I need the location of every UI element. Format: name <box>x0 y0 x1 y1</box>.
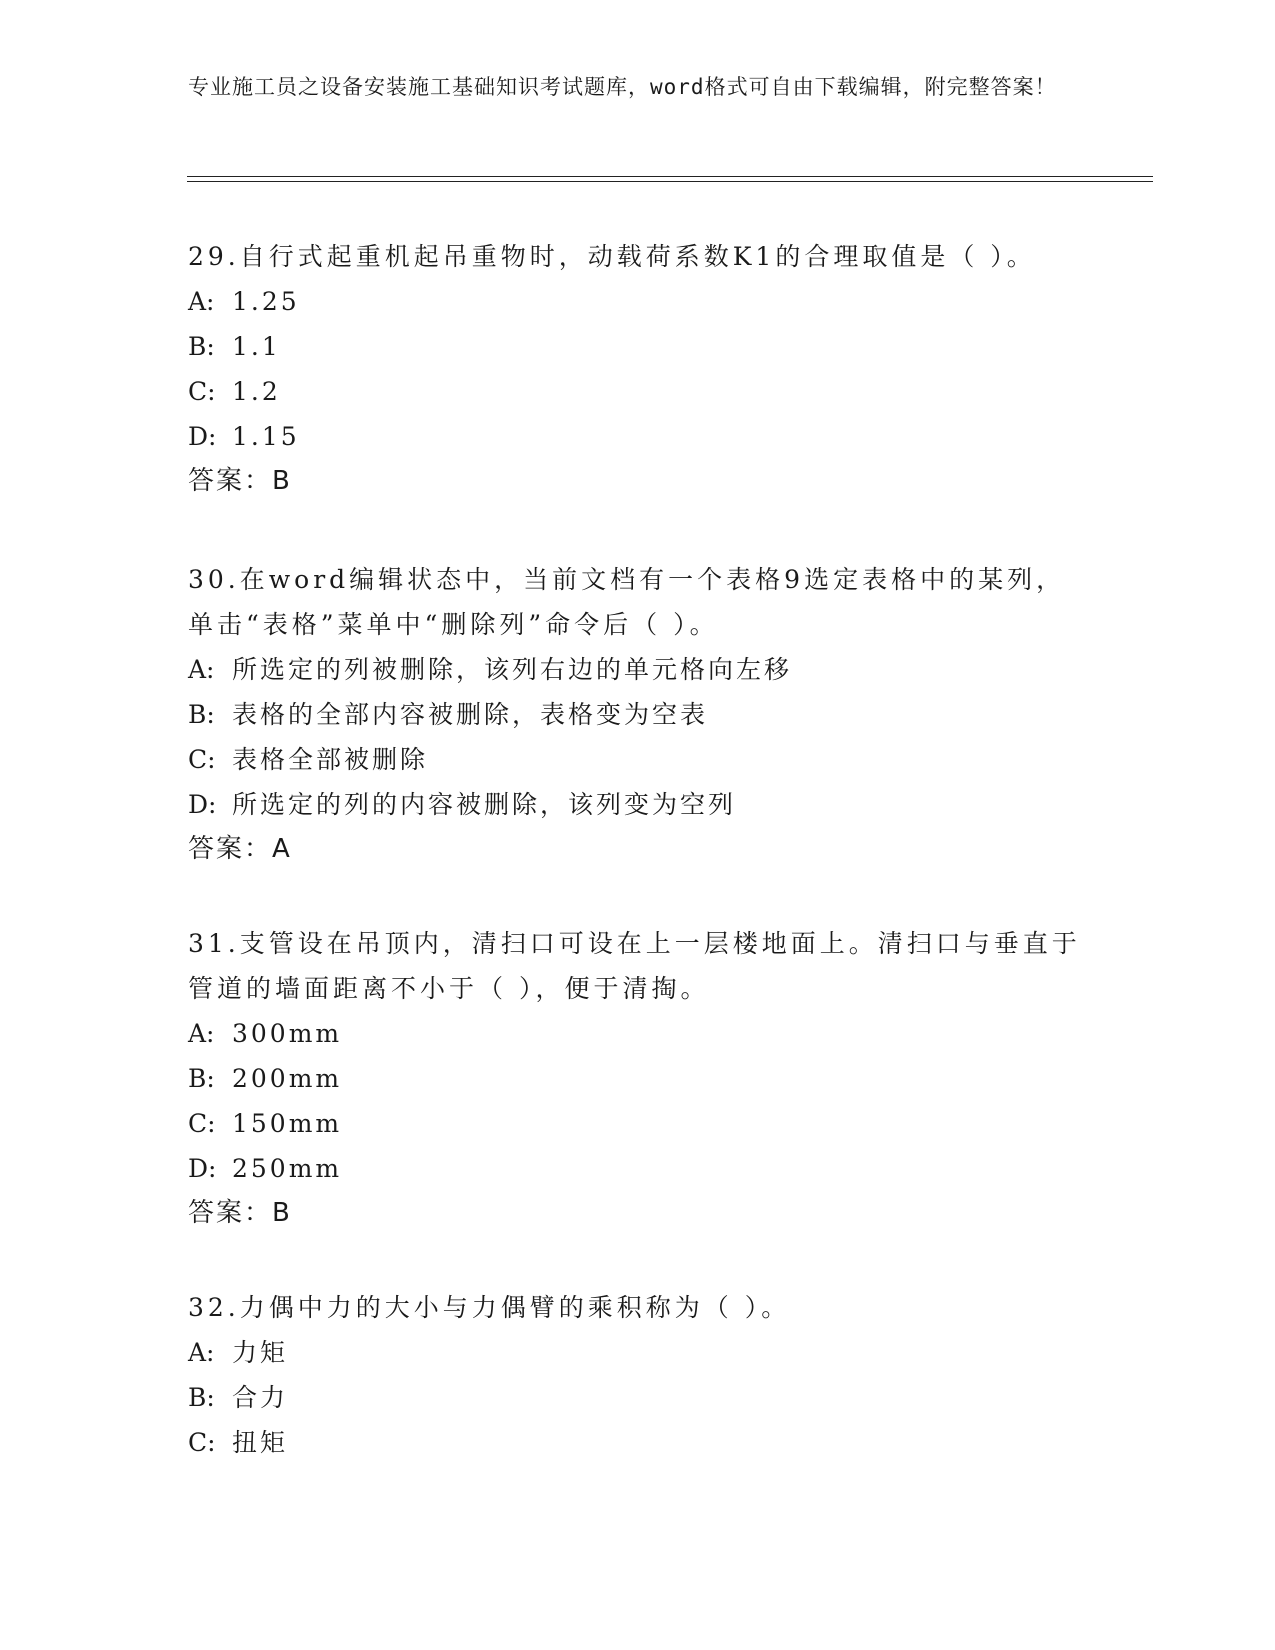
answer-line: 答案：B <box>188 1198 292 1228</box>
option-c <box>188 737 1088 782</box>
option-d <box>188 1146 1088 1191</box>
option-c <box>188 1420 1088 1465</box>
option-text: 1.25 <box>232 287 300 316</box>
option-label: B: <box>188 1064 215 1093</box>
option-text: 力矩 <box>232 1338 289 1367</box>
option-label: A: <box>188 1019 215 1048</box>
option-text: 扭矩 <box>232 1428 289 1457</box>
option-c <box>188 1101 1088 1146</box>
option-label: D: <box>188 422 217 451</box>
question-stem: 30.在word编辑状态中，当前文档有一个表格9选定表格中的某列，单击“表格”菜单中“删除列”命令后（ ）。 <box>188 565 1066 639</box>
option-text: 1.2 <box>232 377 281 406</box>
option-label: C: <box>188 1428 216 1457</box>
option-a <box>188 279 1088 324</box>
question-stem: 31.支管设在吊顶内，清扫口可设在上一层楼地面上。清扫口与垂直于管道的墙面距离不小于（ ），便于清掏。 <box>188 929 1081 1003</box>
option-b <box>188 324 1088 369</box>
option-label: B: <box>188 332 215 361</box>
option-label: C: <box>188 377 216 406</box>
answer-line: 答案：A <box>188 834 292 864</box>
option-label: A: <box>188 287 215 316</box>
option-label: C: <box>188 745 216 774</box>
option-label: B: <box>188 700 215 729</box>
option-b <box>188 1056 1088 1101</box>
option-label: D: <box>188 790 217 819</box>
question-32 <box>188 1285 1088 1465</box>
option-c <box>188 369 1088 414</box>
answer-line: 答案：B <box>188 466 292 496</box>
option-label: B: <box>188 1383 215 1412</box>
option-b <box>188 692 1088 737</box>
question-stem: 32.力偶中力的大小与力偶臂的乘积称为（ ）。 <box>188 1293 791 1322</box>
option-label: A: <box>188 655 215 684</box>
option-text: 150mm <box>232 1109 343 1138</box>
option-b <box>188 1375 1088 1420</box>
option-text: 所选定的列的内容被删除，该列变为空列 <box>232 790 737 819</box>
option-text: 250mm <box>232 1154 343 1183</box>
question-stem: 29.自行式起重机起吊重物时，动载荷系数K1的合理取值是（ ）。 <box>188 242 1036 271</box>
option-label: A: <box>188 1338 215 1367</box>
document-header: 专业施工员之设备安装施工基础知识考试题库，word格式可自由下载编辑，附完整答案！ <box>188 75 1057 99</box>
option-text: 合力 <box>232 1383 289 1412</box>
question-29 <box>188 234 1088 504</box>
header-divider-top <box>187 176 1153 177</box>
option-text: 1.15 <box>232 422 300 451</box>
option-a <box>188 647 1088 692</box>
header-divider-bottom <box>187 181 1153 182</box>
option-label: C: <box>188 1109 216 1138</box>
option-text: 1.1 <box>232 332 281 361</box>
option-a <box>188 1011 1088 1056</box>
option-d <box>188 414 1088 459</box>
option-a <box>188 1330 1088 1375</box>
option-text: 表格全部被删除 <box>232 745 429 774</box>
option-d <box>188 782 1088 827</box>
option-text: 表格的全部内容被删除，表格变为空表 <box>232 700 709 729</box>
option-text: 所选定的列被删除，该列右边的单元格向左移 <box>232 655 793 684</box>
option-text: 200mm <box>232 1064 343 1093</box>
option-label: D: <box>188 1154 217 1183</box>
option-text: 300mm <box>232 1019 343 1048</box>
question-30 <box>188 557 1088 872</box>
question-31 <box>188 921 1088 1236</box>
